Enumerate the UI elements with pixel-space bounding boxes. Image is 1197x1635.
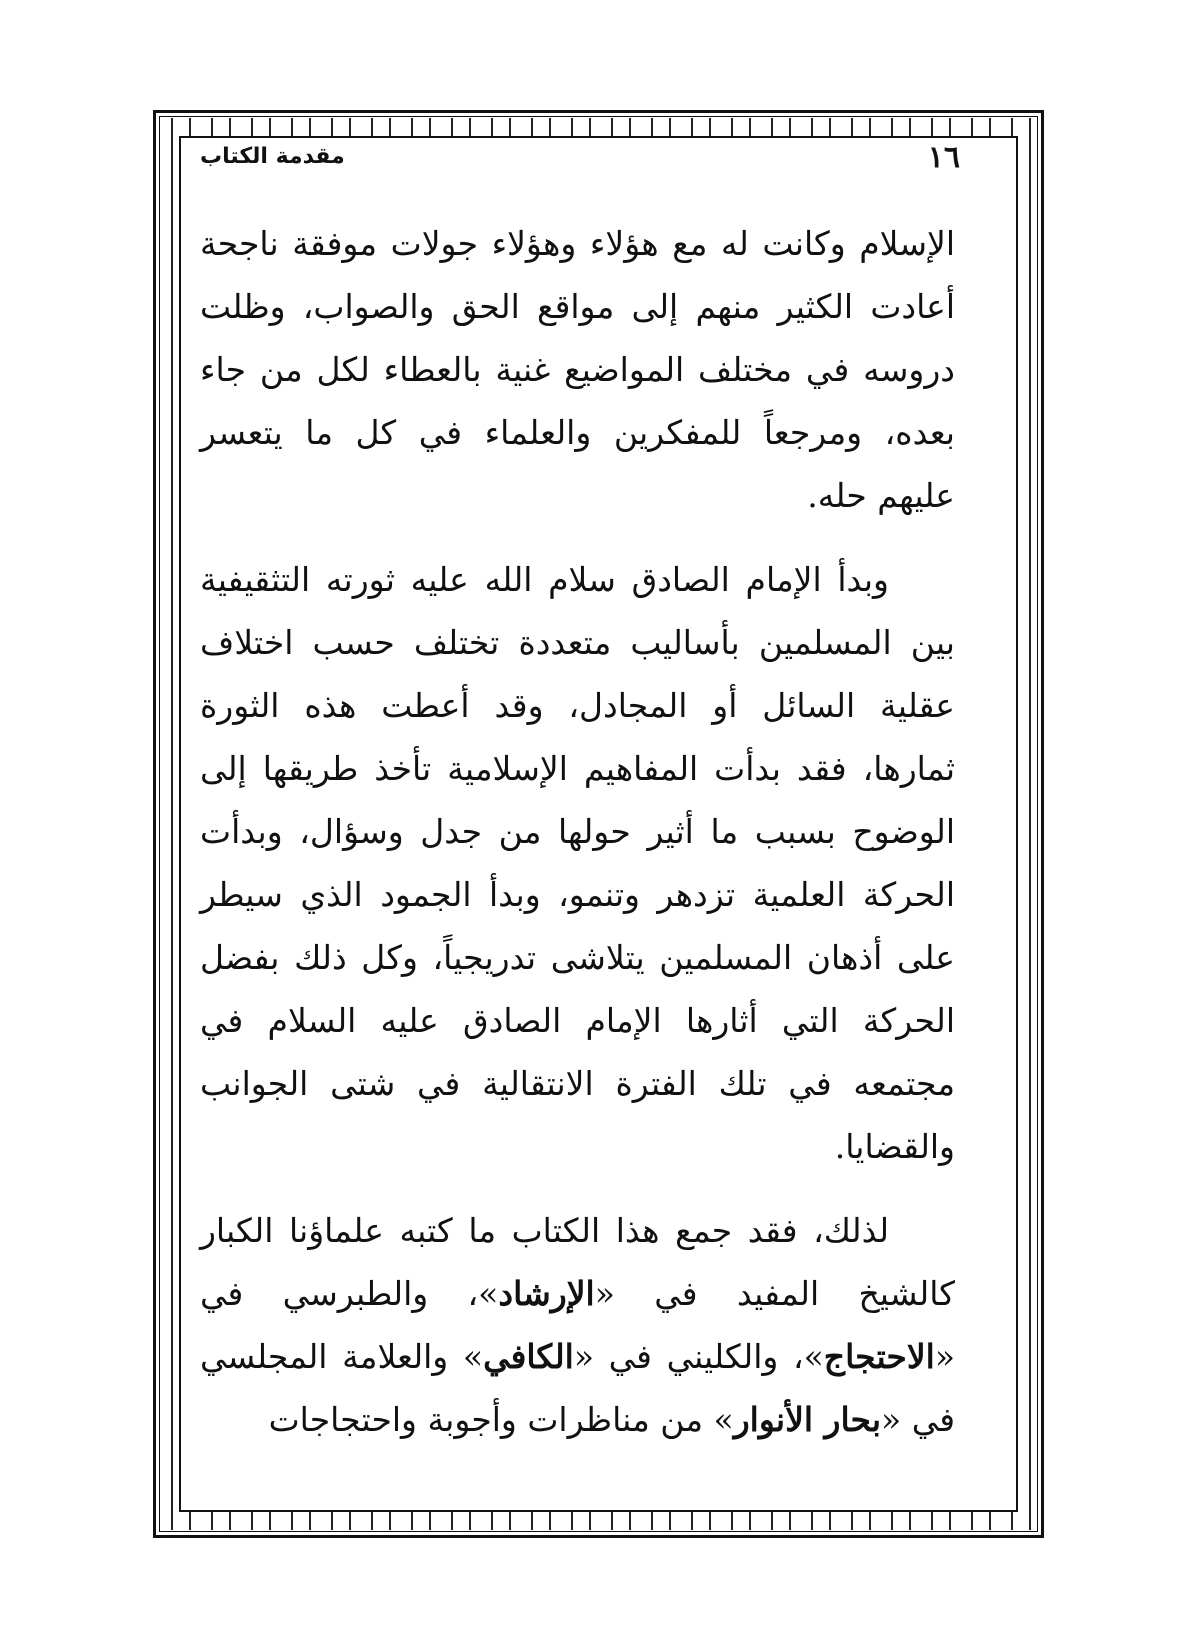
paragraph-3-text: »، والطبرسي في « [200,1274,956,1376]
paragraph-3-text: » من مناظرات وأجوبة واحتجاجات [268,1400,734,1439]
paragraph-3-text: » والعلامة المجلسي في « [200,1337,955,1439]
paragraph-2: وبدأ الإمام الصادق سلام الله عليه ثورته التثقيفية بين المسلمين بأساليب متعددة تختلف حسب اختلاف عقلية السائل أو المجادل، وقد أعطت هذه الثورة ثمارها، فقد بدأت المفاهيم الإسلامية تأخذ طريقها إلى الوضوح بسبب ما أثير حولها من جدل وسؤال، وبدأت الحركة العلمية تزدهر وتنمو، وبدأ الجمود الذي سيطر على أذهان المسلمين يتلاشى تدريجياً، وكل ذلك بفضل الحركة التي أثارها الإمام الصادق عليه السلام في مجتمعه في تلك الفترة الانتقالية في شتى الجوانب والقضايا. [200,560,955,1166]
running-title: مقدمة الكتاب [200,144,345,169]
book-title-irshad: الإرشاد [498,1274,595,1313]
paragraph-3-text: لذلك، فقد جمع هذا الكتاب ما كتبه علماؤنا الكبار كالشيخ المفيد في « [200,1211,956,1313]
body-text [200,212,955,1451]
paragraph-1: الإسلام وكانت له مع هؤلاء وهؤلاء جولات موفقة ناجحة أعادت الكثير منهم إلى مواقع الحق والصواب، وظلت دروسه في مختلف المواضيع غنية بالعطاء لكل من جاء بعده، ومرجعاً للمفكرين والعلماء في كل ما يتعسر عليهم حله. [200,224,955,515]
book-title-kafi: الكافي [483,1337,574,1376]
book-title-bihar-al-anwar: بحار الأنوار [733,1400,882,1439]
paragraph-3 [200,1199,955,1451]
book-title-ihtijaj: الاحتجاج [823,1337,935,1376]
page-header [200,140,960,180]
paragraph-3-text: »، والكليني في « [573,1337,824,1376]
page-number: ١٦ [927,140,960,175]
